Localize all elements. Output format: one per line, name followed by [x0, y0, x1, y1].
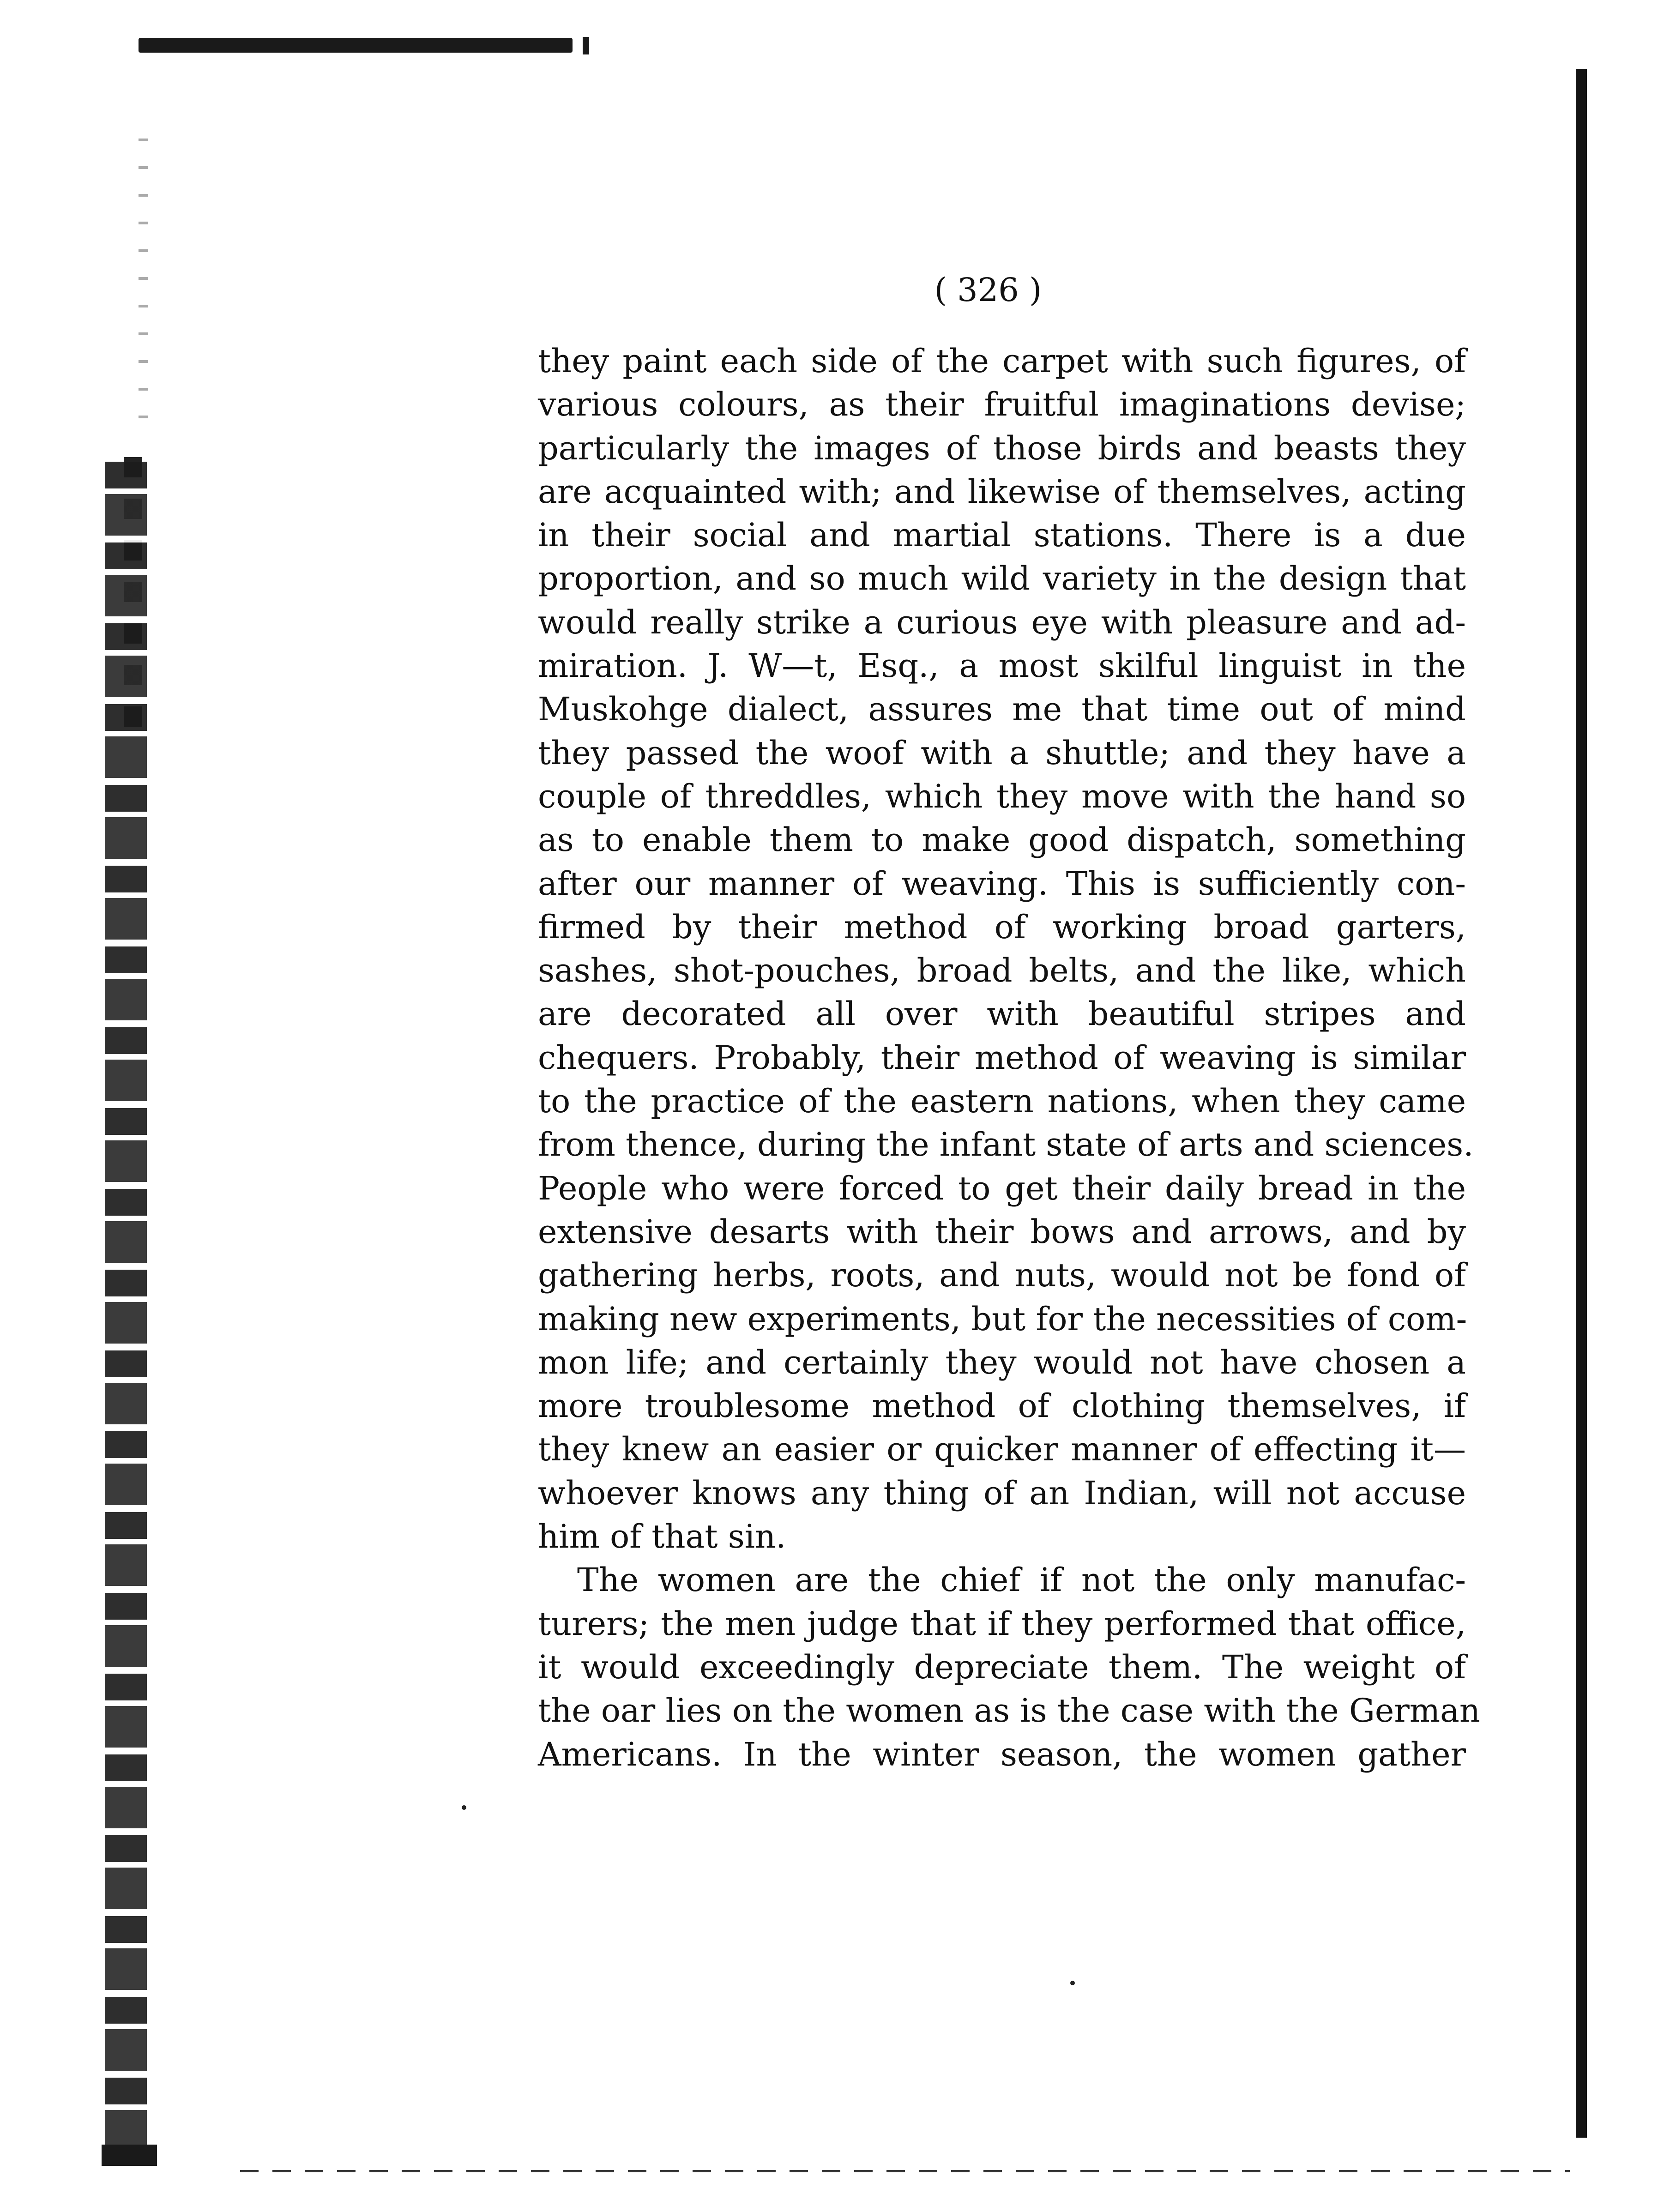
text-line: from thence, during the infant state of arts and sciences. [538, 1126, 1474, 1164]
scan-right-edge-rule [1576, 69, 1587, 2138]
text-line: sashes, shot-pouches, broad belts, and the like, which [538, 952, 1466, 990]
text-line: to the practice of the eastern nations, when they came [538, 1082, 1466, 1121]
scan-left-specks [139, 139, 148, 439]
text-line: particularly the images of those birds and beasts they [538, 429, 1466, 467]
text-line: Muskohge dialect, assures me that time out of mind [538, 690, 1466, 729]
scan-top-bar [139, 38, 573, 53]
text-line: they passed the woof with a shuttle; and they have a [538, 734, 1466, 772]
text-line: miration. J. W—t, Esq., a most skilful linguist in the [538, 647, 1466, 685]
scan-bottom-left-block [102, 2145, 157, 2166]
page-number: ( 326 ) [934, 271, 1042, 309]
text-line: chequers. Probably, their method of weaving is similar [538, 1038, 1466, 1077]
text-line: whoever knows any thing of an Indian, will not accuse [538, 1474, 1466, 1512]
scan-bottom-dashes [240, 2170, 1570, 2172]
text-line: couple of threddles, which they move with the hand so [538, 777, 1466, 815]
text-line: People who were forced to get their daily bread in the [538, 1169, 1466, 1207]
text-line: they paint each side of the carpet with such figures, of [538, 342, 1466, 380]
body-text [538, 339, 1480, 1776]
text-line: extensive desarts with their bows and arrows, and by [538, 1212, 1466, 1251]
paragraph [538, 1558, 1480, 1776]
text-line: the oar lies on the women as is the case with the German [538, 1692, 1480, 1730]
scan-speck [1070, 1981, 1075, 1985]
text-line: him of that sin. [538, 1518, 786, 1556]
text-line: it would exceedingly depreciate them. The weight of [538, 1648, 1466, 1686]
text-line: as to enable them to make good dispatch, something [538, 821, 1466, 859]
text-line: are acquainted with; and likewise of themselves, acting [538, 472, 1466, 511]
text-line: would really strike a curious eye with pleasure and ad- [538, 603, 1466, 641]
scan-left-edge [105, 462, 147, 2152]
text-line: gathering herbs, roots, and nuts, would not be fond of [538, 1256, 1466, 1295]
text-line: in their social and martial stations. There is a due [538, 516, 1466, 555]
text-line: Americans. In the winter season, the women gather [538, 1735, 1466, 1773]
text-line: mon life; and certainly they would not have chosen a [538, 1343, 1466, 1381]
text-line: turers; the men judge that if they performed that office, [538, 1604, 1466, 1643]
scan-speck [462, 1805, 466, 1810]
paragraph [538, 339, 1474, 1558]
scan-top-bar-tick [583, 37, 589, 54]
text-line: firmed by their method of working broad garters, [538, 908, 1466, 946]
text-line: after our manner of weaving. This is sufficiently con- [538, 864, 1466, 903]
text-line: more troublesome method of clothing themselves, if [538, 1387, 1466, 1425]
text-line: proportion, and so much wild variety in the design that [538, 560, 1466, 598]
text-line: they knew an easier or quicker manner of effecting it— [538, 1430, 1466, 1469]
text-line: making new experiments, but for the necessities of com- [538, 1300, 1467, 1338]
text-line: various colours, as their fruitful imaginations devise; [538, 386, 1466, 424]
text-line: The women are the chief if not the only manufac- [577, 1561, 1466, 1599]
text-line: are decorated all over with beautiful stripes and [538, 995, 1466, 1033]
